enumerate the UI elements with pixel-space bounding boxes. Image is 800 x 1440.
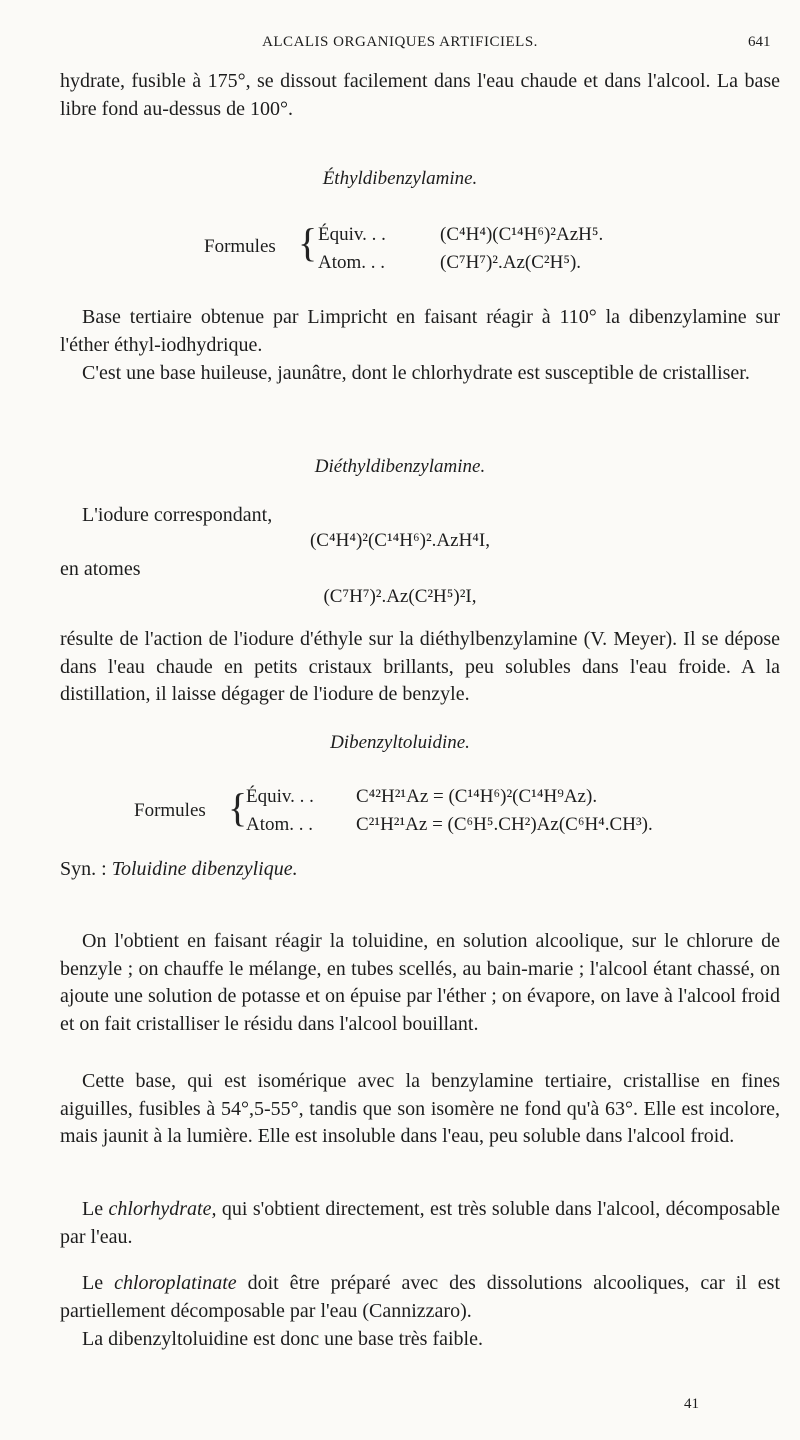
equiv-label: Équiv. . .	[246, 786, 314, 807]
signature-mark: 41	[684, 1396, 699, 1412]
para3-prefix: Le	[82, 1198, 104, 1220]
para3-rest: qui s'obtient directement, est très soluble dans l'alcool, décomposable par l'eau.	[60, 1198, 781, 1248]
page-number: 641	[748, 34, 771, 50]
paragraph-isomerique: Cette base, qui est isomérique avec la benzylamine tertiaire, cristallise en fines aiguilles, fusibles à 54°,5-55°, tandis que son isomère ne fond qu'à 63°. Elle est incolore, mais jaunit à la lumière. Elle est insoluble dans l'eau, peu soluble dans l'alcool froid.	[60, 1070, 780, 1147]
section-heading-dibenzyltoluidine: Dibenzyltoluidine.	[330, 732, 470, 753]
intro-paragraph: hydrate, fusible à 175°, se dissout facilement dans l'eau chaude et dans l'alcool. La base libre fond au-dessus de 100°.	[60, 70, 780, 120]
atom-label: Atom. . .	[318, 252, 386, 273]
paragraph-chlorhydrate	[60, 1196, 780, 1251]
formula-iodure-equiv: (C⁴H⁴)²(C¹⁴H⁶)².AzH⁴I,	[309, 530, 490, 551]
para4-rest: doit être préparé avec des dissolutions alcooliques, car il est partiellement décomposable par l'eau (Cannizzaro).	[60, 1272, 781, 1322]
paragraph-resulte: résulte de l'action de l'iodure d'éthyle sur la diéthylbenzylamine (V. Meyer). Il se dépose dans l'eau chaude en petits cristaux brillants, peu solubles dans l'eau froide. A la distillation, il laisse dégager de l'iodure de benzyle.	[60, 628, 780, 705]
synonym-line	[60, 856, 780, 884]
paragraph-obtention: On l'obtient en faisant réagir la toluidine, en solution alcoolique, sur le chlorure de benzyle ; on chauffe le mélange, en tubes scellés, au bain-marie ; l'alcool étant chassé, on ajoute une solution de potasse et on épuise par l'éther ; on évapore, on lave à l'alcool froid et on fait cristalliser le résidu dans l'alcool bouillant.	[60, 930, 780, 1035]
term-chloroplatinate: chloroplatinate	[114, 1272, 237, 1294]
term-chlorhydrate: chlorhydrate,	[108, 1198, 217, 1220]
paragraph-base-huileuse: C'est une base huileuse, jaunâtre, dont le chlorhydrate est susceptible de cristalliser.	[82, 362, 750, 384]
paragraph-base-tertiaire: Base tertiaire obtenue par Limpricht en faisant réagir à 110° la dibenzylamine sur l'éther éthyl-iodhydrique.	[60, 306, 780, 356]
brace-glyph: {	[298, 220, 318, 265]
section-heading-diethyldibenzylamine: Diéthyldibenzylamine.	[314, 456, 486, 477]
atom-label: Atom. . .	[246, 814, 314, 835]
equiv-label: Équiv. . .	[318, 224, 386, 245]
formulas-label: Formules	[134, 800, 206, 821]
line-iodure: L'iodure correspondant,	[82, 504, 273, 526]
atom-formula: C²¹H²¹Az = (C⁶H⁵.CH²)Az(C⁶H⁴.CH³).	[356, 814, 653, 835]
para4-prefix: Le	[82, 1272, 104, 1294]
section-heading-ethyldibenzylamine: Éthyldibenzylamine.	[322, 168, 478, 189]
paragraph-conclusion: La dibenzyltoluidine est donc une base très faible.	[82, 1328, 483, 1350]
equiv-formula: (C⁴H⁴)(C¹⁴H⁶)²AzH⁵.	[440, 224, 604, 245]
equiv-formula: C⁴²H²¹Az = (C¹⁴H⁶)²(C¹⁴H⁹Az).	[356, 786, 598, 807]
synonym-label: Syn. :	[60, 858, 107, 880]
atom-formula: (C⁷H⁷)².Az(C²H⁵).	[440, 252, 582, 273]
synonym-value: Toluidine dibenzylique.	[111, 858, 298, 880]
line-en-atomes: en atomes	[60, 558, 141, 580]
brace-glyph: {	[228, 785, 248, 830]
formulas-label: Formules	[204, 236, 276, 257]
formula-iodure-atom: (C⁷H⁷)².Az(C²H⁵)²I,	[323, 586, 477, 607]
paragraph-chloroplatinate	[60, 1270, 780, 1325]
running-header-title: ALCALIS ORGANIQUES ARTIFICIELS.	[262, 34, 538, 50]
